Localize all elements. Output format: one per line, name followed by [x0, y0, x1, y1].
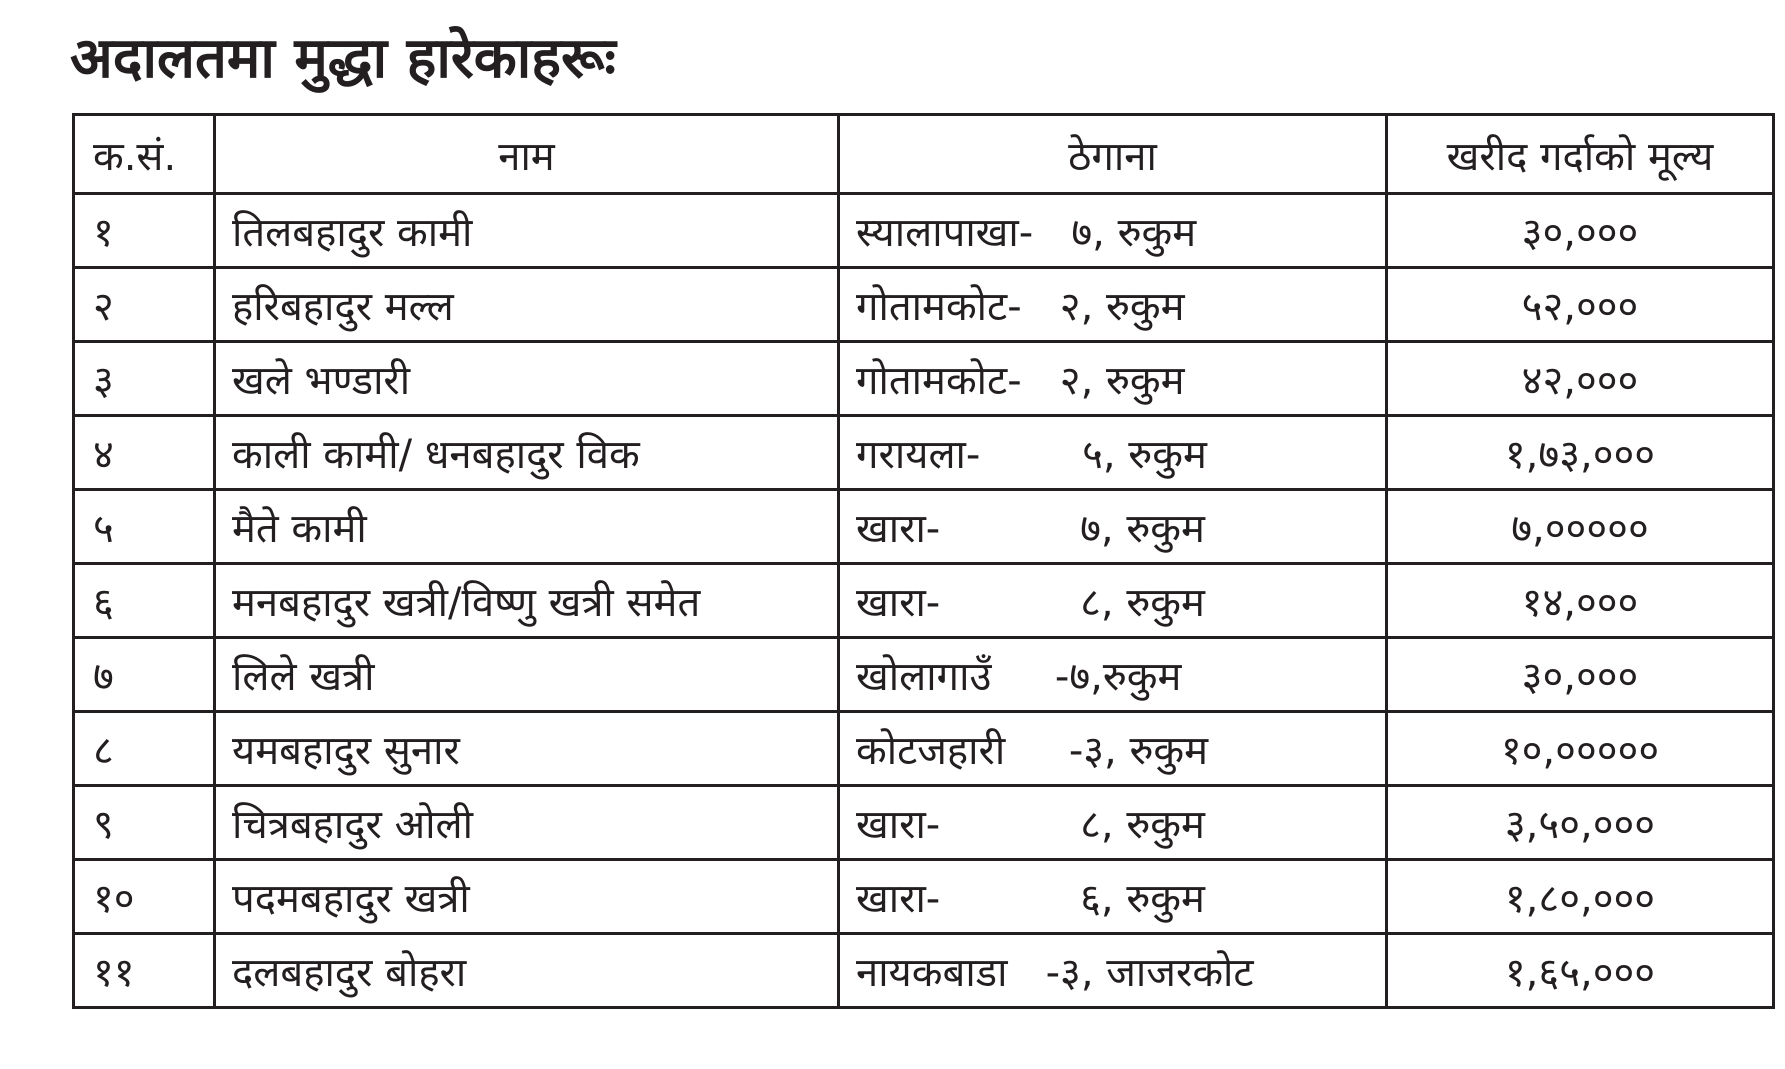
cell-serial: १० — [74, 860, 215, 934]
table-header-row — [74, 115, 1774, 194]
cell-address: नायकबाडा -३, जाजरकोट — [839, 934, 1387, 1008]
cell-price: ४२,००० — [1387, 342, 1774, 416]
header-address: ठेगाना — [839, 115, 1387, 194]
cell-name: दलबहादुर बोहरा — [215, 934, 839, 1008]
cell-serial: ३ — [74, 342, 215, 416]
cell-name: तिलबहादुर कामी — [215, 194, 839, 268]
records-table — [72, 113, 1775, 1009]
cell-price: १,६५,००० — [1387, 934, 1774, 1008]
cell-price: १०,००००० — [1387, 712, 1774, 786]
cell-name: हरिबहादुर मल्ल — [215, 268, 839, 342]
cell-address: स्यालापाखा- ७, रुकुम — [839, 194, 1387, 268]
table-row — [74, 268, 1774, 342]
cell-price: ७,००००० — [1387, 490, 1774, 564]
cell-name: काली कामी/ धनबहादुर विक — [215, 416, 839, 490]
cell-address: खोलागाउँ -७,रुकुम — [839, 638, 1387, 712]
cell-price: १,८०,००० — [1387, 860, 1774, 934]
cell-address: खारा- ६, रुकुम — [839, 860, 1387, 934]
cell-price: ३,५०,००० — [1387, 786, 1774, 860]
header-price: खरीद गर्दाको मूल्य — [1387, 115, 1774, 194]
table-row — [74, 342, 1774, 416]
cell-address: गरायला- ५, रुकुम — [839, 416, 1387, 490]
cell-address: गोतामकोट- २, रुकुम — [839, 342, 1387, 416]
cell-name: मनबहादुर खत्री/विष्णु खत्री समेत — [215, 564, 839, 638]
cell-serial: ११ — [74, 934, 215, 1008]
cell-name: मैते कामी — [215, 490, 839, 564]
cell-name: पदमबहादुर खत्री — [215, 860, 839, 934]
table-row — [74, 490, 1774, 564]
table-row — [74, 416, 1774, 490]
table-row — [74, 638, 1774, 712]
cell-name: चित्रबहादुर ओली — [215, 786, 839, 860]
cell-address: खारा- ८, रुकुम — [839, 564, 1387, 638]
cell-serial: १ — [74, 194, 215, 268]
table-row — [74, 860, 1774, 934]
cell-address: कोटजहारी -३, रुकुम — [839, 712, 1387, 786]
cell-price: ५२,००० — [1387, 268, 1774, 342]
cell-serial: ५ — [74, 490, 215, 564]
table-body — [74, 194, 1774, 1008]
cell-name: लिले खत्री — [215, 638, 839, 712]
table-row — [74, 564, 1774, 638]
cell-address: खारा- ८, रुकुम — [839, 786, 1387, 860]
header-name: नाम — [215, 115, 839, 194]
cell-serial: ८ — [74, 712, 215, 786]
cell-serial: ६ — [74, 564, 215, 638]
cell-price: ३०,००० — [1387, 638, 1774, 712]
table-row — [74, 934, 1774, 1008]
page-title: अदालतमा मुद्धा हारेकाहरूः — [70, 26, 616, 91]
cell-price: १४,००० — [1387, 564, 1774, 638]
cell-serial: ४ — [74, 416, 215, 490]
cell-name: यमबहादुर सुनार — [215, 712, 839, 786]
cell-price: ३०,००० — [1387, 194, 1774, 268]
cell-address: गोतामकोट- २, रुकुम — [839, 268, 1387, 342]
cell-serial: ९ — [74, 786, 215, 860]
cell-price: १,७३,००० — [1387, 416, 1774, 490]
cell-serial: २ — [74, 268, 215, 342]
table-row — [74, 786, 1774, 860]
table-row — [74, 712, 1774, 786]
cell-name: खले भण्डारी — [215, 342, 839, 416]
header-serial: क.सं. — [74, 115, 215, 194]
cell-serial: ७ — [74, 638, 215, 712]
table-row — [74, 194, 1774, 268]
cell-address: खारा- ७, रुकुम — [839, 490, 1387, 564]
